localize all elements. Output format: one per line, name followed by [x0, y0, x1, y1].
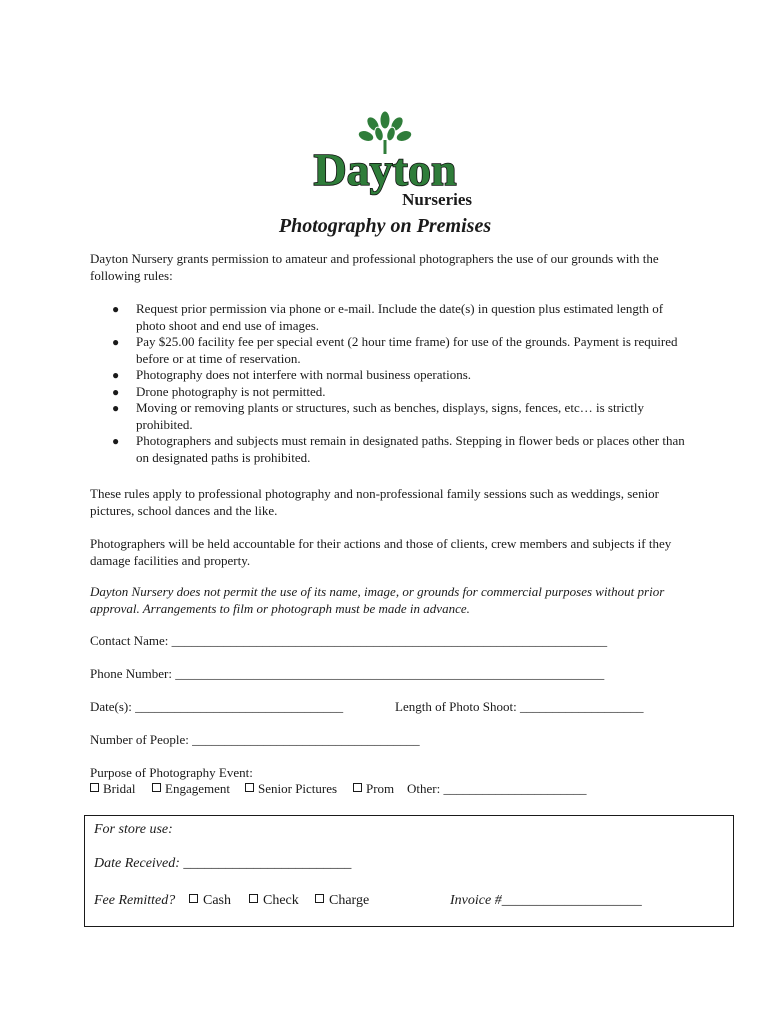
option-label: Prom	[366, 781, 395, 796]
store-use-heading: For store use:	[94, 822, 173, 837]
phone-number-field[interactable]: Phone Number: __________________________________________________________________	[90, 666, 605, 681]
option-label: Engagement	[165, 781, 230, 796]
checkbox-icon	[249, 894, 258, 903]
rule-item	[90, 334, 690, 367]
bullet-icon: ●	[112, 434, 120, 448]
option-label: Charge	[329, 893, 370, 908]
logo-graphic	[290, 110, 480, 210]
accountability-paragraph: Photographers will be held accountable for their actions and those of clients, crew members and subjects if they damage facilities and property.	[90, 536, 672, 568]
page-title: Photography on Premises	[278, 215, 492, 237]
other-purpose-field[interactable]: Other: ______________________	[407, 781, 587, 796]
rule-item	[90, 400, 690, 433]
rule-text: Photography does not interfere with normal business operations.	[136, 367, 472, 382]
prom-checkbox[interactable]	[353, 781, 394, 798]
purpose-options	[90, 781, 690, 798]
dates-field[interactable]: Date(s): ________________________________	[90, 699, 344, 714]
fee-remitted-label: Fee Remitted?	[94, 893, 176, 908]
svg-text:Dayton: Dayton	[313, 144, 457, 195]
purpose-label: Purpose of Photography Event:	[90, 765, 253, 780]
bullet-icon: ●	[112, 368, 120, 382]
contact-name-field[interactable]: Contact Name: ___________________________________________________________________	[90, 633, 608, 648]
bridal-checkbox[interactable]	[90, 781, 136, 798]
rule-text: Drone photography is not permitted.	[136, 383, 326, 399]
rule-text: Photographers and subjects must remain in designated paths. Stepping in flower beds or places other than on designated paths is prohibited.	[136, 433, 685, 465]
invoice-number-field[interactable]: Invoice #____________________	[450, 893, 642, 908]
charge-checkbox[interactable]	[315, 893, 369, 910]
senior-pictures-checkbox[interactable]	[245, 781, 337, 798]
rules-scope-paragraph: These rules apply to professional photography and non-professional family sessions such as weddings, senior pictures, school dances and the like.	[90, 486, 660, 518]
checkbox-icon	[315, 894, 324, 903]
intro-paragraph: Dayton Nursery grants permission to amateur and professional photographers the use of our grounds with the following rules:	[90, 251, 659, 283]
date-received-field[interactable]: Date Received: ________________________	[94, 856, 352, 871]
option-label: Check	[263, 893, 299, 908]
rule-text: Pay $25.00 facility fee per special event (2 hour time frame) for use of the grounds. Payment is required before or at time of reservation.	[136, 334, 678, 366]
rule-item	[90, 384, 690, 401]
option-label: Bridal	[103, 781, 136, 796]
engagement-checkbox[interactable]	[152, 781, 230, 798]
rules-list	[90, 301, 690, 466]
checkbox-icon	[353, 783, 362, 792]
rule-item	[90, 301, 690, 334]
checkbox-icon	[152, 783, 161, 792]
check-checkbox[interactable]	[249, 893, 299, 910]
rule-item	[90, 367, 690, 384]
store-use-box	[84, 815, 734, 927]
number-of-people-field[interactable]: Number of People: ___________________________________	[90, 732, 420, 747]
rule-item	[90, 433, 690, 466]
option-label: Cash	[203, 893, 231, 908]
option-label: Senior Pictures	[258, 781, 338, 796]
dayton-nurseries-logo	[290, 110, 480, 210]
rule-text: Moving or removing plants or structures, such as benches, displays, signs, fences, etc… is strictly prohibited.	[136, 400, 644, 432]
photo-shoot-length-field[interactable]: Length of Photo Shoot: ___________________	[395, 699, 644, 714]
bullet-icon: ●	[112, 302, 120, 316]
checkbox-icon	[90, 783, 99, 792]
commercial-use-notice: Dayton Nursery does not permit the use of its name, image, or grounds for commercial purposes without prior approval. Arrangements to film or photograph must be made in advance.	[90, 584, 665, 616]
cash-checkbox[interactable]	[189, 893, 231, 910]
bullet-icon: ●	[112, 335, 120, 349]
bullet-icon: ●	[112, 384, 120, 399]
bullet-icon: ●	[112, 401, 120, 415]
rule-text: Request prior permission via phone or e-mail. Include the date(s) in question plus estimated length of photo shoot and end use of images.	[136, 301, 664, 333]
checkbox-icon	[189, 894, 198, 903]
svg-text:Nurseries: Nurseries	[402, 190, 472, 209]
checkbox-icon	[245, 783, 254, 792]
